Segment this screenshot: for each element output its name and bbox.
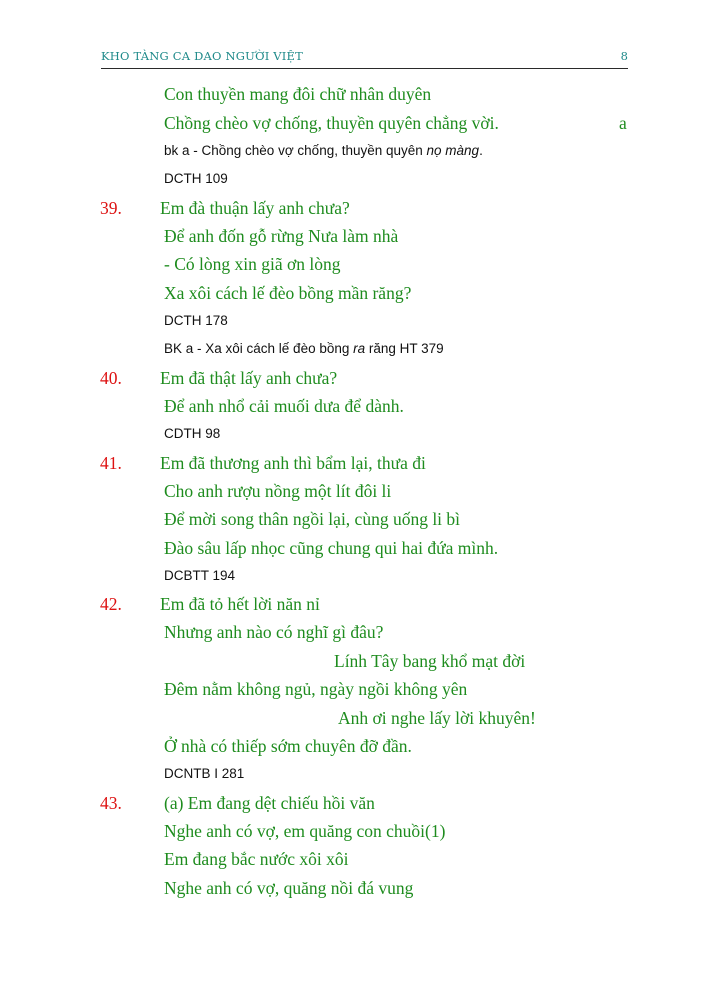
poem-line: Em đà thuận lấy anh chưa? (160, 198, 350, 218)
poem-line-indented: Lính Tây bang khổ mạt đời (334, 651, 526, 671)
variant-text: bk a - Chồng chèo vợ chống, thuyền quyên (164, 143, 427, 158)
entry-number: 43. (100, 793, 122, 813)
variant-italic: nọ màng (426, 143, 480, 158)
poem-line: Con thuyền mang đôi chữ nhân duyên (164, 84, 432, 104)
variant-text: BK a - Xa xôi cách lế đèo bồng (164, 341, 354, 356)
running-header (101, 48, 628, 69)
variant-marker: a (619, 113, 627, 133)
poem-line: Nhưng anh nào có nghĩ gì đâu? (164, 622, 384, 642)
poem-line: (a) Em đang dệt chiếu hồi văn (164, 793, 375, 813)
poem-line: Cho anh rượu nồng một lít đôi li (164, 481, 392, 501)
poem-line: Đào sâu lấp nhọc cũng chung qui hai đứa mình. (164, 538, 499, 558)
poem-line: Em đã tỏ hết lời năn nỉ (160, 594, 320, 614)
poem-line: Em đã thương anh thì bẩm lại, thưa đi (160, 453, 426, 473)
poem-line: Ở nhà có thiếp sớm chuyên đỡ đần. (164, 736, 412, 756)
source-reference: DCTH 178 (164, 313, 228, 328)
variant-note (164, 341, 444, 356)
variant-text: răng HT 379 (365, 341, 444, 356)
variant-italic: ra (353, 341, 366, 356)
poem-line: Để mời song thân ngồi lại, cùng uống li bì (164, 509, 461, 529)
variant-note (164, 143, 483, 158)
poem-line: Để anh nhổ cải muối dưa để dành. (164, 396, 404, 416)
poem-line: Chồng chèo vợ chống, thuyền quyên chẳng vời. (164, 113, 499, 133)
entry-number: 39. (100, 198, 122, 218)
book-title: KHO TÀNG CA DAO NGƯỜI VIỆT (101, 49, 304, 63)
entry-number: 42. (100, 594, 122, 614)
source-reference: DCTH 109 (164, 171, 228, 186)
entry-number: 41. (100, 453, 122, 473)
poem-line: Xa xôi cách lế đèo bồng mần răng? (164, 283, 412, 303)
page-number: 8 (620, 49, 628, 63)
source-reference: CDTH 98 (164, 426, 221, 441)
source-reference: DCNTB I 281 (164, 766, 245, 781)
variant-text: . (479, 143, 483, 158)
poem-line: Để anh đốn gỗ rừng Nưa làm nhà (164, 226, 399, 246)
poem-line: Đêm nằm không ngủ, ngày ngồi không yên (164, 679, 468, 699)
source-reference: DCBTT 194 (164, 568, 236, 583)
poem-line: - Có lòng xin giã ơn lòng (164, 254, 341, 274)
poem-line: Nghe anh có vợ, em quăng con chuồi(1) (164, 821, 446, 841)
poem-line: Em đang bắc nước xôi xôi (164, 849, 349, 869)
entry-number: 40. (100, 368, 122, 388)
poem-line-indented: Anh ơi nghe lấy lời khuyên! (338, 708, 536, 728)
poem-line: Nghe anh có vợ, quăng nồi đá vung (164, 878, 414, 898)
poem-line: Em đã thật lấy anh chưa? (160, 368, 338, 388)
